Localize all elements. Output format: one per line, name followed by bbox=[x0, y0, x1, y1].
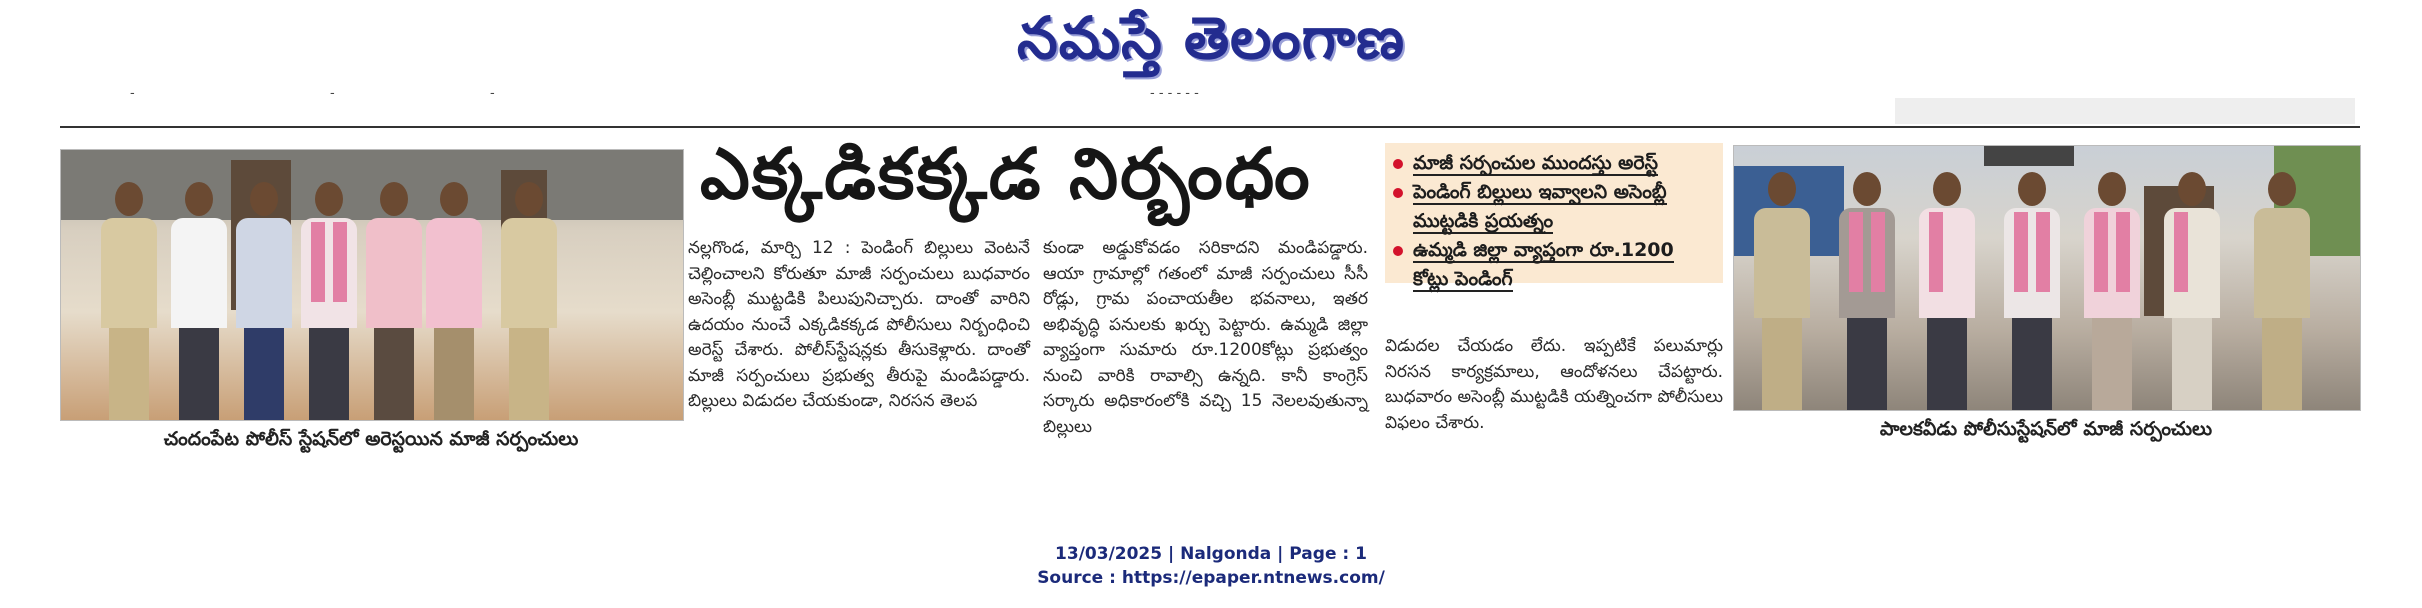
masthead-title: నమస్తే తెలంగాణ bbox=[1017, 4, 1405, 72]
article-headline: ఎక్కడికక్కడ నిర్బంధం bbox=[700, 132, 1312, 215]
article-column-1: నల్లగొండ, మార్చి 12 : పెండింగ్ బిల్లులు వెంటనే చెల్లించాలని కోరుతూ మాజీ సర్పంచులు బుధవారం అసెంబ్లీ ముట్టడికి పిలుపునిచ్చారు. దాంతో వారిని ఉదయం నుంచే ఎక్కడికక్కడ పోలీసులు నిర్బంధించి అరెస్ట్ చేశారు. పోలీస్‌స్టేషన్లకు తీసుకెళ్లారు. దాంతో మాజీ సర్పంచులు ప్రభుత్వ తీరుపై మండిపడ్డారు. బిల్లులు విడుదల చేయకుండా, నిరసన తెలప bbox=[688, 238, 1030, 411]
highlight-item: ఉమ్మడి జిల్లా వ్యాప్తంగా రూ.1200 కోట్లు పెండింగ్ bbox=[1393, 236, 1715, 294]
source-link[interactable]: Source : https://epaper.ntnews.com/ bbox=[1037, 568, 1385, 588]
photo-chandampet-station bbox=[60, 149, 684, 421]
highlight-item: మాజీ సర్పంచుల ముందస్తు అరెస్ట్ bbox=[1393, 149, 1715, 178]
clipped-text-line: - - - - - - - - - bbox=[130, 92, 1199, 101]
photo-palakaveedu-station bbox=[1733, 145, 2361, 411]
bullet-icon bbox=[1393, 246, 1403, 256]
photo-caption: చందంపేట పోలీస్ స్టేషన్‌లో అరెస్టయిన మాజీ సర్పంచులు bbox=[163, 428, 579, 450]
clipped-column-strip bbox=[1895, 98, 2355, 124]
bullet-icon bbox=[1393, 159, 1403, 169]
highlight-item: పెండింగ్ బిల్లులు ఇవ్వాలని అసెంబ్లీ ముట్టడికి ప్రయత్నం bbox=[1393, 178, 1715, 236]
bullet-icon bbox=[1393, 188, 1403, 198]
photo-caption: పాలకవీడు పోలీసుస్టేషన్‌లో మాజీ సర్పంచులు bbox=[1879, 418, 2213, 440]
article-column-2: కుండా అడ్డుకోవడం సరికాదని మండిపడ్డారు. ఆయా గ్రామాల్లో గతంలో మాజీ సర్పంచులు సీసీ రోడ్లు, గ్రామ పంచాయతీల భవనాలు, ఇతర అభివృద్ధి పనులకు ఖర్చు పెట్టారు. ఉమ్మడి జిల్లా వ్యాప్తంగా సుమారు రూ.1200కోట్లు ప్రభుత్వం నుంచి వారికి రావాల్సి ఉన్నది. కానీ కాంగ్రెస్ సర్కారు అధికారంలోకి వచ్చి 15 నెలలవుతున్నా బిల్లులు bbox=[1043, 238, 1368, 437]
header-divider bbox=[60, 126, 2360, 128]
article-column-3: విడుదల చేయడం లేదు. ఇప్పటికే పలుమార్లు నిరసన కార్యక్రమాలు, ఆందోళనలు చేపట్టారు. బుధవారం అసెంబ్లీ ముట్టడికి యత్నించగా పోలీసులు విఫలం చేశారు. bbox=[1385, 336, 1723, 433]
page-info: 13/03/2025 | Nalgonda | Page : 1 bbox=[1055, 544, 1367, 564]
highlights-box bbox=[1385, 143, 1723, 290]
